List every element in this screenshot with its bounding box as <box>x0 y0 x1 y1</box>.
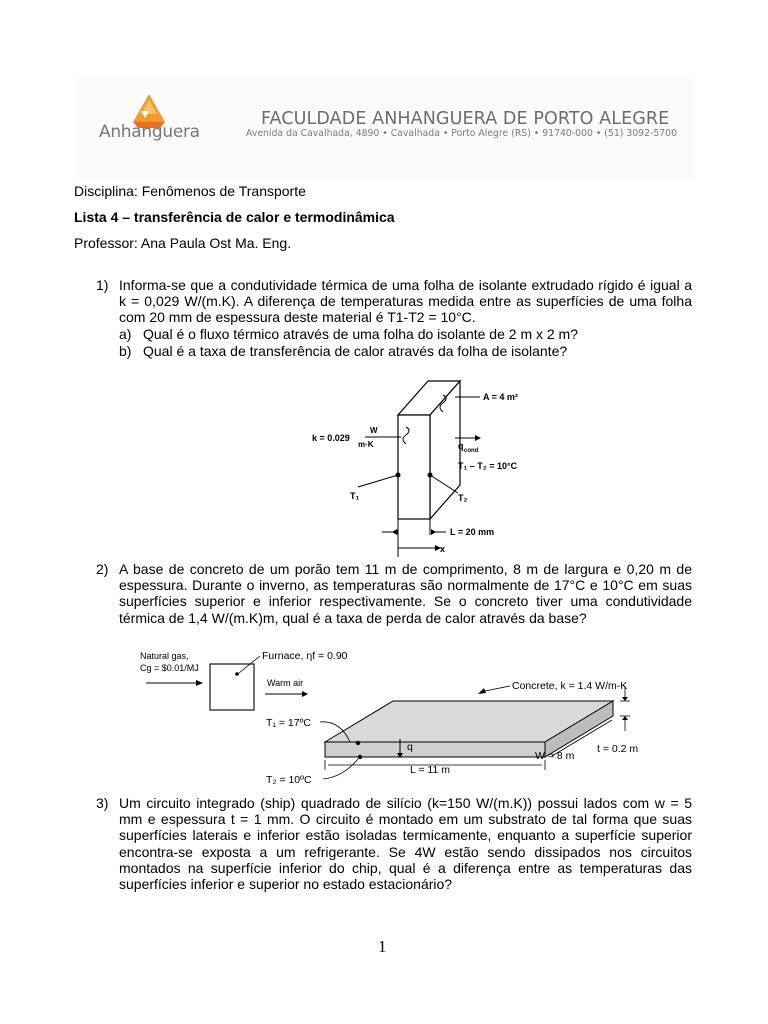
fig2-t1: T₁ = 17ºC <box>266 717 312 729</box>
fig1-k-unit-den: m·K <box>358 440 374 449</box>
page-number: 1 <box>378 937 387 956</box>
question-text: A base de concreto de um porão tem 11 m de comprimento, 8 m de largura e 0,20 m de espessura. Durante o inverno, as temperaturas são normalmente de 17°C e 10°C em suas superfícies superior e inferior respectivamente. Se o concreto tiver uma condutividade térmica de 1,4 W/(m.K)m, qual é a taxa de perda de calor através da base? <box>119 561 692 626</box>
fig1-q-label: q <box>458 441 464 451</box>
list-title: Lista 4 – transferência de calor e termodinâmica <box>74 209 395 225</box>
fig1-area-label: A = 4 m² <box>483 392 518 402</box>
fig1-t1: T₁ <box>350 491 360 501</box>
fig2-length: L = 11 m <box>410 764 450 776</box>
logo-wordmark: Anhanguera <box>99 122 200 142</box>
fig1-t2: T₂ <box>458 493 468 503</box>
fig1-axis: x <box>440 544 446 554</box>
discipline: Disciplina: Fenômenos de Transporte <box>74 183 306 199</box>
fig1-k-label: k = 0.029 <box>312 433 350 443</box>
question-number: 2) <box>96 561 109 577</box>
fig1-k-unit-num: W <box>370 426 378 435</box>
fig2-t2: T₂ = 10ºC <box>266 774 312 786</box>
question-text: Um circuito integrado (ship) quadrado de silício (k=150 W/(m.K)) possui lados com w = 5 mm e espessura t = 1 mm. O circuito é montado em um substrato de tal forma que suas superfícies laterais e inferior estão isoladas termicamente, enquanto a superfície superior encontra-se exposta a um refrigerante. Se 4W estão sendo dissipados nos circuitos montados na superfície inferior do chip, qual é a diferença entre as temperaturas das superfícies inferior e superior no estado estacionário? <box>119 795 692 893</box>
question-item-a: a) Qual é o fluxo térmico através de uma folha do isolante de 2 m x 2 m? <box>119 326 579 342</box>
fig2-fuel: Natural gas, <box>140 651 189 661</box>
question-item-b: b) Qual é a taxa de transferência de calor através da folha de isolante? <box>119 343 568 359</box>
professor: Professor: Ana Paula Ost Ma. Eng. <box>74 235 292 251</box>
question-number: 3) <box>96 795 109 811</box>
fig1-deltaT: T₁ – T₂ = 10°C <box>458 461 518 471</box>
school-name: FACULDADE ANHANGUERA DE PORTO ALEGRE <box>261 109 670 129</box>
fig2-furnace: Furnace, ηf = 0.90 <box>262 650 348 662</box>
letterhead <box>76 78 694 180</box>
fig2-q: q <box>407 741 413 753</box>
figure-concrete-slab <box>140 646 670 786</box>
fig2-warm-air: Warm air <box>267 678 304 688</box>
figure-insulation-slab <box>300 375 550 560</box>
fig2-width: W = 8 m <box>535 750 575 762</box>
question-text: Informa-se que a condutividade térmica de uma folha de isolante extrudado rígido é igual a k = 0,029 W/(m.K). A diferença de temperaturas medida entre as superfícies de uma folha com 20 mm de espessura deste material é T1-T2 = 10°C. <box>119 277 692 326</box>
fig1-thickness: L = 20 mm <box>450 527 495 537</box>
fig2-concrete: Concrete, k = 1.4 W/m-K <box>512 680 628 692</box>
fig2-fuel-cost: Cg = $0.01/MJ <box>140 663 199 673</box>
school-address: Avenida da Cavalhada, 4890 • Cavalhada • Porto Alegre (RS) • 91740-000 • (51) 3092-5700 <box>246 128 678 139</box>
fig2-thickness: t = 0.2 m <box>597 743 639 755</box>
fig1-q-sub: cond <box>464 448 479 454</box>
question-number: 1) <box>96 277 109 293</box>
